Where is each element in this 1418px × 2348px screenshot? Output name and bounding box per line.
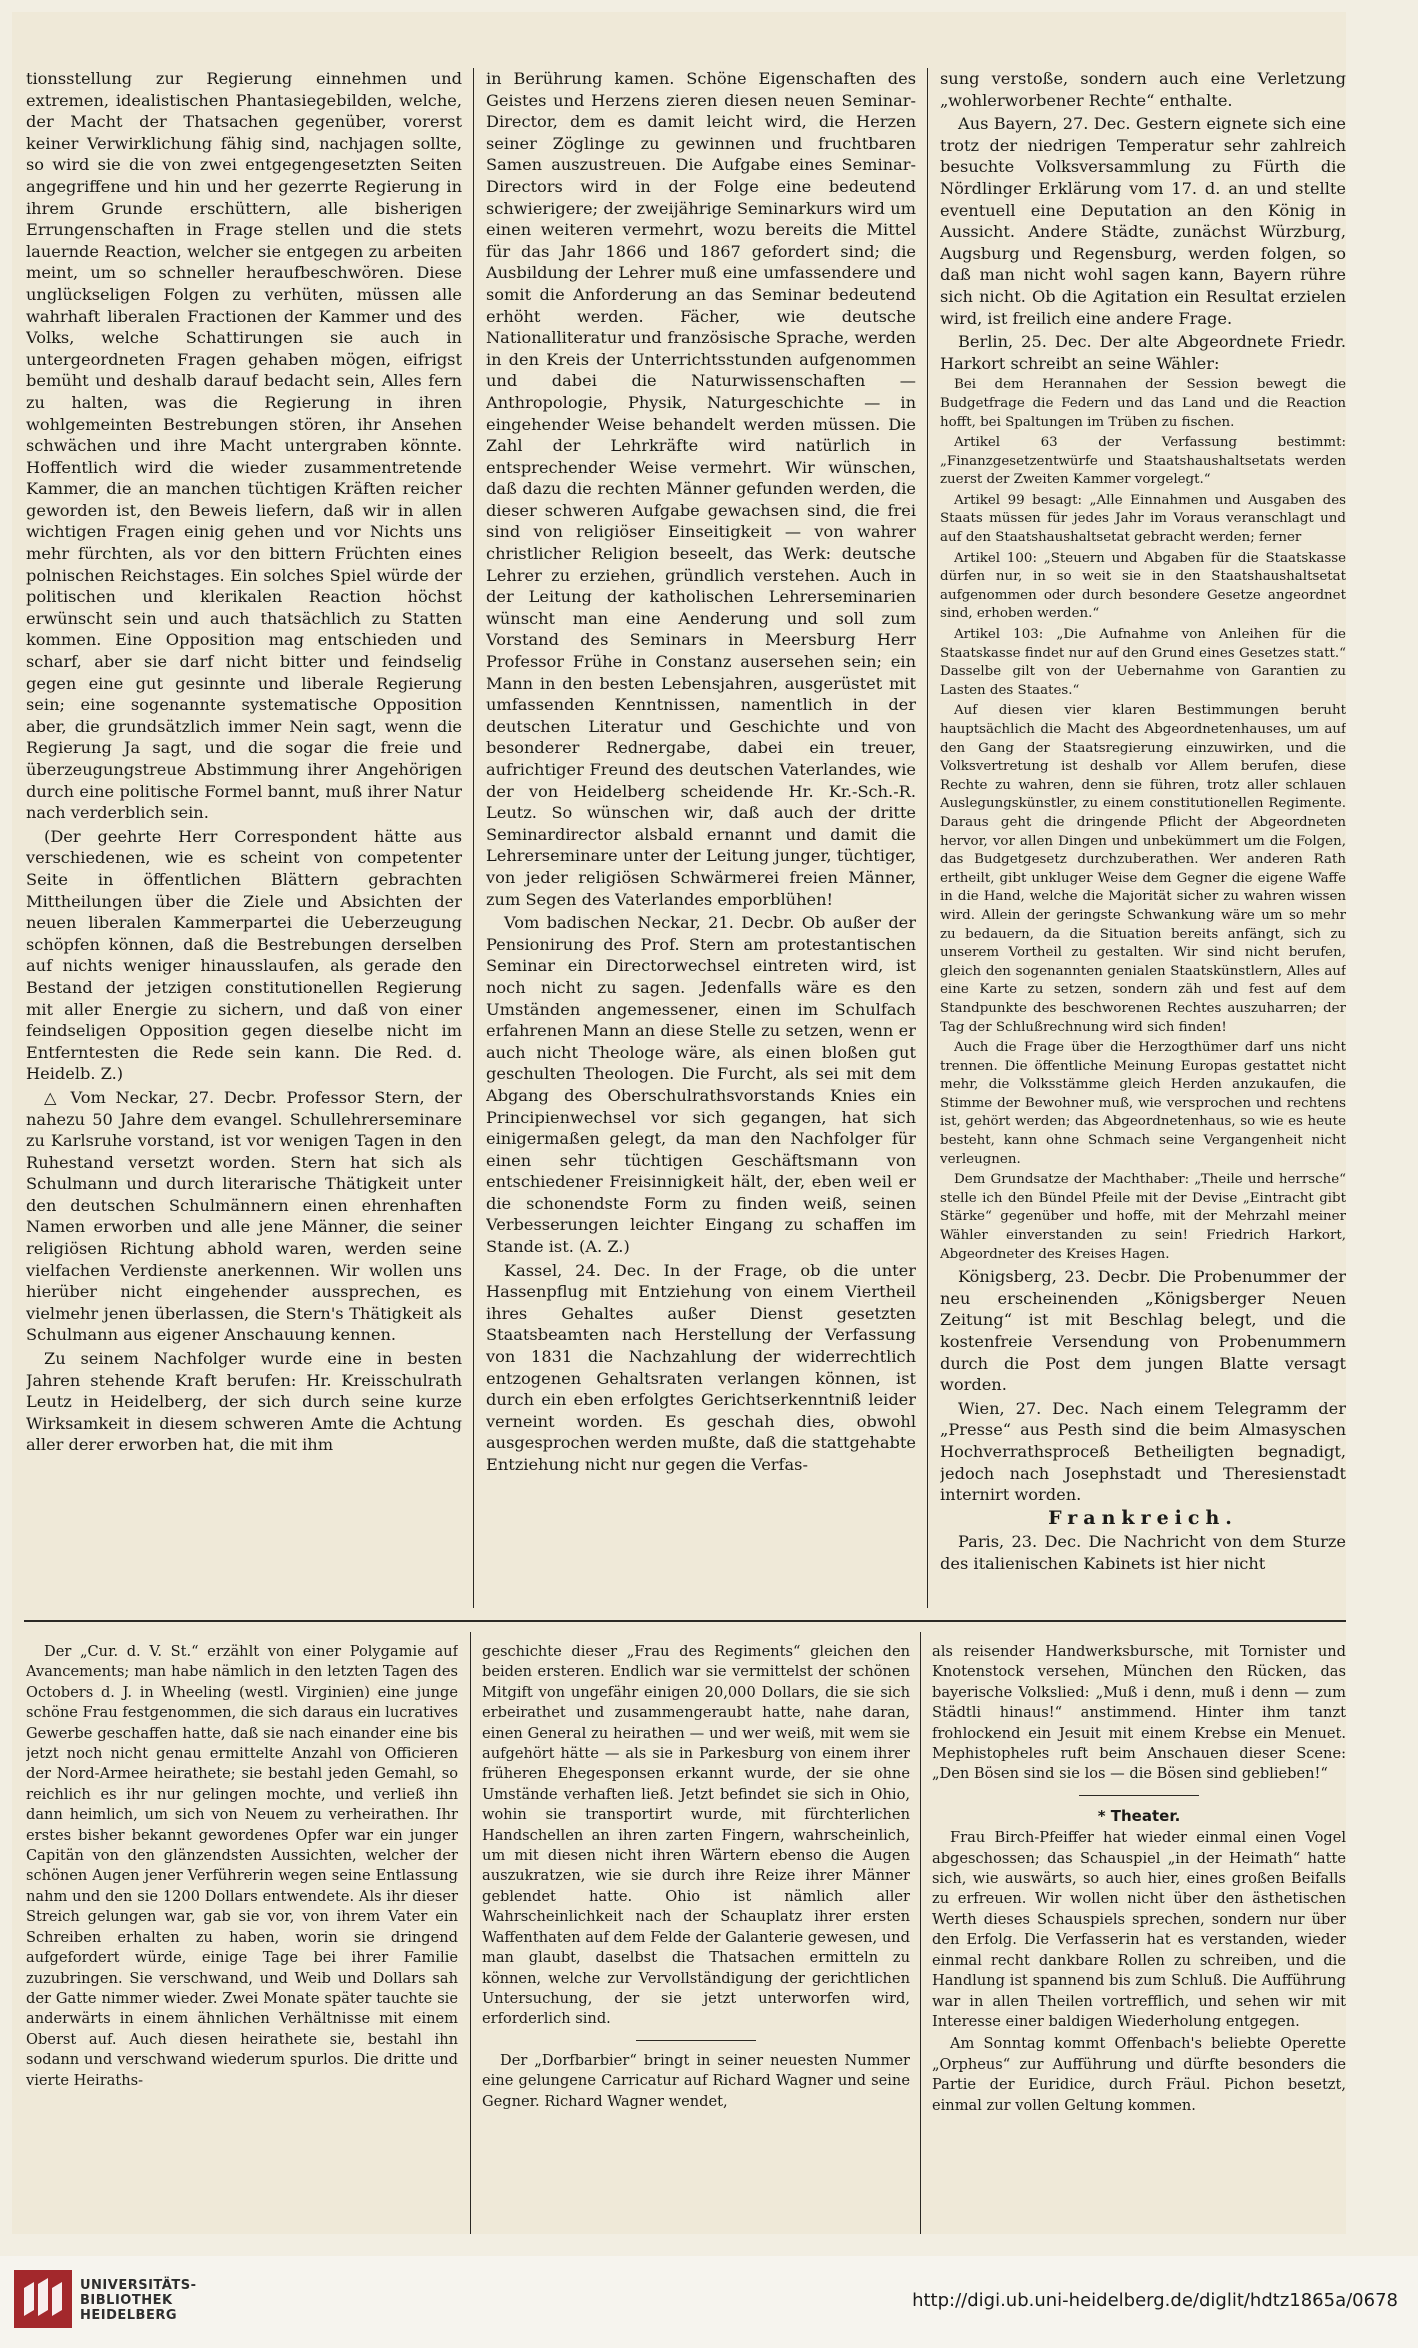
bottom-divider-1 (470, 1632, 471, 2234)
bottom-divider-2 (920, 1632, 921, 2234)
letter-paragraph-4: Artikel 100: „Steuern und Abgaben für die Staatskasse dürfen nur, in so weit sie in den Staatshaushaltsetat aufgenommen oder durch besondere Gesetze angeordnet sind, erhoben werden.“ (940, 550, 1346, 622)
top-column-3 (940, 68, 1346, 1608)
bottom-col3-text: als reisender Handwerksbursche, mit Tornister und Knotenstock versehen, München den Rücken, das bayerische Volkslied: „Muß i denn, muß i denn — zum Städtli hinaus!“ anstimmend. Hinter ihm tanzt frohlockend ein Jesuit mit einem Krebse ein Menuet. Mephistopheles ruft beim Anschauen dieser Scene: „Den Bösen sind sie los — die Bösen sind geblieben!“ (932, 1643, 1346, 1783)
col2-paragraph-3: Kassel, 24. Dec. In der Frage, ob die unter Hassenpflug mit Entziehung von einem Viertheil ihres Gehaltes außer Dienst gesetzten Staatsbeamten nach Herstellung der Verfassung von 1831 die Nachzahlung der widerrechtlich entzogenen Gehaltsraten verlangen können, ist durch ein eben erfolgtes Gerichtserkenntniß leider verneint worden. Es geschah dies, obwohl ausgesprochen werden mußte, daß die stattgehabte Entziehung nicht nur gegen die Verfas- (486, 1260, 916, 1474)
feuilleton-separator (24, 1620, 1346, 1622)
newspaper-sheet (12, 12, 1346, 2234)
letter-paragraph-8: Dem Grundsatze der Machthaber: „Theile und herrsche“ stelle ich den Bündel Pfeile mit der Devise „Eintracht gibt Stärke“ gegenüber und hoffe, mit der Mehrzahl meiner Wähler einverstanden zu sein! Friedrich Harkort, Abgeordneter des Kreises Hagen. (940, 1172, 1346, 1262)
library-name-line-2: BIBLIOTHEK (80, 2293, 173, 2308)
top-column-1 (26, 68, 462, 1608)
theater-paragraph-2: Am Sonntag kommt Offenbach's beliebte Operette „Orpheus“ zur Aufführung und dürfte besonders die Partie der Euridice, durch Fräul. Pichon besetzt, einmal zur vollen Geltung kommen. (932, 2035, 1346, 2114)
letter-paragraph-7: Auch die Frage über die Herzogthümer darf uns nicht trennen. Die öffentliche Meinung Europas gestattet nicht mehr, die Volksstämme gleich Herden anzukaufen, die Stimme der Bewohner muß, wie versprochen und rechtens ist, gehört werden; das Abgeordnetenhaus, so wie es heute besteht, kann ohne Schmach seine Vergangenheit nicht verleugnen. (940, 1040, 1346, 1167)
section-heading-frankreich: Frankreich. (1048, 1506, 1238, 1529)
top-column-2 (486, 68, 916, 1608)
column-divider-1 (473, 68, 474, 1608)
bottom-column-1 (26, 1642, 458, 2244)
letter-paragraph-3: Artikel 99 besagt: „Alle Einnahmen und Ausgaben des Staats müssen für jedes Jahr im Voraus veranschlagt und auf den Staatshaushaltsetat gebracht werden; ferner (940, 492, 1346, 546)
short-divider (636, 2040, 756, 2041)
col1-paragraph-3: △ Vom Neckar, 27. Decbr. Professor Stern, der nahezu 50 Jahre dem evangel. Schullehrerseminare zu Karlsruhe vorstand, ist vor wenigen Tagen in den Ruhestand versetzt worden. Stern hat sich als Schulmann und durch literarische Thätigkeit unter den deutschen Schulmännern einen ehrenhaften Namen erworben und alle jene Männer, die seiner religiösen Richtung abhold waren, werden seine vielfachen Verdienste anerkennen. Wir wollen uns hierüber nicht eingehender aussprechen, es vielmehr jenen überlassen, die Stern's Thätigkeit als Schulmann aus eigener Anschauung kennen. (26, 1087, 462, 1345)
library-name-line-3: HEIDELBERG (80, 2308, 178, 2323)
university-library-logo-icon (14, 2270, 72, 2328)
letter-paragraph-5: Artikel 103: „Die Aufnahme von Anleihen für die Staatskasse findet nur auf den Grund eines Gesetzes statt.“ Dasselbe gilt von der Uebernahme von Garantien zu Lasten des Staates.“ (940, 627, 1346, 698)
bottom-column-3 (932, 1642, 1346, 2244)
col2-paragraph-1: in Berührung kamen. Schöne Eigenschaften des Geistes und Herzens zieren diesen neuen Seminar-Director, dem es damit leicht wird, die Herzen seiner Zöglinge zu gewinnen und fruchtbaren Samen auszustreuen. Die Aufgabe eines Seminar-Directors wird in der Folge eine bedeutend schwierigere; der zweijährige Seminarkurs wird um einen weiteren vermehrt, wozu bereits die Mittel für das Jahr 1866 und 1867 gefordert sind; die Ausbildung der Lehrer muß eine umfassendere und somit die Anforderung an das Seminar bedeutend erhöht werden. Fächer, wie deutsche Nationalliteratur und französische Sprache, werden in den Kreis der Unterrichtsstunden aufgenommen und dabei die Naturwissenschaften — Anthropologie, Physik, Naturgeschichte — in eingehender Weise behandelt werden müssen. Die Zahl der Lehrkräfte wird natürlich in entsprechender Weise vermehrt. Wir wünschen, daß dazu die rechten Männer gefunden werden, die dieser schweren Aufgabe gewachsen sind, die frei sind von religiöser Einseitigkeit — von wahrer christlicher Religion beseelt, das Werk: deutsche Lehrer zu erziehen, gründlich verstehen. Auch in der Leitung der katholischen Lehrerseminarien wünscht man eine Aenderung und soll zum Vorstand des Seminars in Meersburg Herr Professor Frühe in Constanz ausersehen sein; ein Mann in den besten Lebensjahren, ausgerüstet mit umfassenden Kenntnissen, namentlich in der deutschen Literatur und Geschichte und von besonderer Rednergabe, dabei ein treuer, aufrichtiger Freund des deutschen Vaterlandes, wie der von Heidelberg scheidende Hr. Kr.-Sch.-R. Leutz. So wünschen wir, daß auch der dritte Seminardirector alsbald ernannt und damit die Lehrerseminare unter der Leitung junger, tüchtiger, von jeder religiösen Schwärmerei freien Männer, zum Segen des Vaterlandes emporblühen! (486, 69, 916, 909)
bottom-col2-second: Der „Dorfbarbier“ bringt in seiner neuesten Nummer eine gelungene Carricatur auf Richard Wagner und seine Gegner. Richard Wagner wendet, (482, 2051, 910, 2110)
bottom-col1-text: Der „Cur. d. V. St.“ erzählt von einer Polygamie auf Avancements; man habe nämlich in den letzten Tagen des Octobers d. J. in Wheeling (westl. Virginien) eine junge schöne Frau festgenommen, die sich daraus ein lucratives Gewerbe geschaffen hatte, daß sie nach einander eine bis jetzt noch nicht genau ermittelte Anzahl von Officieren der Nord-Armee heirathete; sie bestahl jeden Gemahl, so reichlich es ihr nur gelingen mochte, und verließ ihn dann heimlich, um sich von Neuem zu verheirathen. Ihr erstes bisher bekannt gewordenes Opfer war ein junger Capitän von den glänzendsten Aussichten, welcher der schönen Augen jener Verführerin wegen seine Entlassung nahm und den sie 1200 Dollars entwendete. Als ihr dieser Streich gelungen war, gab sie vor, von ihrem Vater ein Schreiben erhalten zu haben, worin sie dringend aufgefordert würde, einige Tage bei ihrer Familie zuzubringen. Sie verschwand, und Weib und Dollars sah der Gatte nimmer wieder. Zwei Monate später tauchte sie anderwärts in einem ähnlichen Verhältnisse mit einem Oberst auf. Auch diesen heirathete sie, bestahl ihn sodann und verschwand wiederum spurlos. Die dritte und vierte Heiraths- (26, 1643, 458, 2089)
theater-paragraph-1: Frau Birch-Pfeiffer hat wieder einmal einen Vogel abgeschossen; das Schauspiel „in der Heimath“ hatte sich, wie auswärts, so auch hier, eines großen Beifalls zu erfreuen. Wir wollen nicht über den ästhetischen Werth dieses Schauspiels sprechen, sondern nur über den Erfolg. Die Verfasserin hat es verstanden, wieder einmal recht dankbare Rollen zu schreiben, und die Handlung ist spannend bis zum Schluß. Die Aufführung war in allen Theilen vortrefflich, und sehen wir mit Interesse einer baldigen Wiederholung entgegen. (932, 1829, 1346, 2030)
col3-paris: Paris, 23. Dec. Die Nachricht von dem Sturze des italienischen Kabinets ist hier nicht (940, 1532, 1346, 1573)
col3-intro: sung verstoße, sondern auch eine Verletzung „wohlerworbener Rechte“ enthalte. (940, 69, 1346, 110)
digitization-footer (0, 2256, 1418, 2348)
letter-paragraph-1: Bei dem Herannahen der Session bewegt die Budgetfrage die Federn und das Land und die Reaction hofft, bei Spaltungen im Trüben zu fischen. (940, 377, 1346, 430)
harkort-letter (940, 376, 1346, 1264)
library-name-line-1: UNIVERSITÄTS- (80, 2278, 197, 2293)
col1-paragraph-1: tionsstellung zur Regierung einnehmen und extremen, idealistischen Phantasiegebilden, welche, der Macht der Thatsachen gegenüber, vorerst keiner Verwirklichung fähig sind, nachjagen sollte, so wird sie die von zwei entgegengesetzten Seiten angegriffene und hin und her gezerrte Regierung in ihrem Grunde erschüttern, alle bisherigen Errungenschaften in Frage stellen und die stets lauernde Reaction, welcher sie entgegen zu arbeiten meint, um so schneller heraufbeschwören. Diese unglückseligen Folgen zu verhüten, müssen alle wahrhaft liberalen Fractionen der Kammer und des Volks, welche Schattirungen sie auch in untergeordneten Fragen gehaben mögen, eifrigst bemüht und deshalb darauf bedacht sein, Alles fern zu halten, was die Regierung in ihren wohlgemeinten Bestrebungen stören, ihr Ansehen schwächen und ihre Macht untergraben könnte. Hoffentlich wird die wieder zusammentretende Kammer, die an manchen tüchtigen Kräften reicher geworden ist, den Beweis liefern, daß wir in allen wichtigen Fragen einig gehen und vor Nichts uns mehr fürchten, als vor den bittern Früchten eines polnischen Reichstages. Ein solches Spiel würde der politischen und klerikalen Reaction höchst erwünscht sein und auch thatsächlich zu Statten kommen. Eine Opposition mag entschieden und scharf, aber sie darf nicht bitter und feindselig gegen eine gut gesinnte und liberale Regierung sein; eine sogenannte systematische Opposition aber, die grundsätzlich immer Nein sagt, wenn die Regierung Ja sagt, und die sogar die freie und überzeugungstreue Abstimmung ihrer Angehörigen durch eine politische Formel bannt, muß ihrer Natur nach verderblich sein. (26, 69, 462, 823)
col3-bayern: Aus Bayern, 27. Dec. Gestern eignete sich eine trotz der niedrigen Temperatur sehr zahlreich besuchte Volksversammlung zu Fürth die Nördlinger Erklärung vom 17. d. an und stellte eventuell eine Deputation an den König in Aussicht. Andere Städte, zunächst Würzburg, Augsburg und Regensburg, werden folgen, so daß man nicht wohl sagen kann, Bayern rühre sich nicht. Ob die Agitation ein Resultat erzielen wird, ist freilich eine andere Frage. (940, 114, 1346, 328)
col3-wien: Wien, 27. Dec. Nach einem Telegramm der „Presse“ aus Pesth sind die beim Almasyschen Hochverrathsproceß Betheiligten begnadigt, jedoch nach Josephstadt und Theresienstadt internirt worden. (940, 1398, 1346, 1505)
letter-paragraph-2: Artikel 63 der Verfassung bestimmt: „Finanzgesetzentwürfe und Staatshaushaltsetats werden zuerst der Zweiten Kammer vorgelegt.“ (940, 435, 1346, 488)
col1-paragraph-4: Zu seinem Nachfolger wurde eine in besten Jahren stehende Kraft berufen: Hr. Kreisschulrath Leutz in Heidelberg, der sich durch seine kurze Wirksamkeit in diesem schweren Amte die Achtung aller derer erworben hat, die mit ihm (26, 1349, 462, 1455)
col3-berlin: Berlin, 25. Dec. Der alte Abgeordnete Friedr. Harkort schreibt an seine Wähler: (940, 332, 1346, 373)
column-divider-2 (927, 68, 928, 1608)
permalink-url[interactable]: http://digi.ub.uni-heidelberg.de/diglit/hdtz1865a/0678 (912, 2290, 1398, 2311)
library-name (80, 2278, 196, 2323)
col2-paragraph-2: Vom badischen Neckar, 21. Decbr. Ob außer der Pensionirung des Prof. Stern am protestantischen Seminar ein Directorwechsel eintreten wird, ist noch nicht zu sagen. Jedenfalls wäre es den Umständen angemessener, einen im Schulfach erfahrenen Mann an diese Stelle zu setzen, wenn er auch nicht Theologe wäre, als einen bloßen gut geschulten Theologen. Die Furcht, als sei mit dem Abgang des Oberschulrathsvorstands Knies ein Principienwechsel vor sich gegangen, hat sich einigermaßen gelegt, da man den Nachfolger für einen sehr tüchtigen Geschäftsmann von entschiedener Freisinnigkeit hält, der, eben weil er die schonendste Form zu finden weiß, seinen Verbesserungen leichter Eingang zu schaffen im Stande ist. (A. Z.) (486, 913, 916, 1257)
short-divider-2 (1079, 1795, 1199, 1796)
letter-paragraph-6: Auf diesen vier klaren Bestimmungen beruht hauptsächlich die Macht des Abgeordnetenhauses, um auf den Gang der Staatsregierung einzuwirken, und die Volksvertretung ist deshalb vor Allem berufen, diese Rechte zu wahren, denn sie führen, trotz aller schlauen Auslegungskünstler, zu einem constitutionellen Regimente. Daraus geht die dringende Pflicht der Abgeordneten hervor, vor allen Dingen und unbekümmert um die Folgen, das Budgetgesetz durchzuberathen. Wer anderen Rath ertheilt, gibt unkluger Weise dem Gegner die eigene Waffe in die Hand, welche die Majorität sicher zu wahren wissen wird. Allein der geringste Schwankung wäre um so mehr zu bedauern, da die Situation bereits anfängt, sich zu unserem Vortheil zu gestalten. Wir sind nicht berufen, gleich den sogenannten genialen Staatskünstlern, Alles auf eine Karte zu setzen, sondern zäh und fest auf dem Standpunkte des beschworenen Rechtes auszuharren; der Tag der Schlußrechnung wird sich finden! (940, 703, 1346, 1035)
bottom-column-2 (482, 1642, 910, 2244)
col1-paragraph-2: (Der geehrte Herr Correspondent hätte aus verschiedenen, wie es scheint von competenter Seite in öffentlichen Blättern gebrachten Mittheilungen über die Ziele und Absichten der neuen liberalen Kammerpartei die Ueberzeugung schöpfen können, daß die Bestrebungen derselben auf nichts weniger hinausslaufen, als gerade den Bestand der jetzigen constitutionellen Regierung mit aller Energie zu sichern, und daß von einer feindseligen Opposition gegen dieselbe nicht im Entferntesten die Rede sein kann. Die Red. d. Heidelb. Z.) (26, 826, 462, 1084)
theater-heading: * Theater. (1097, 1806, 1181, 1825)
col3-koenigsberg: Königsberg, 23. Decbr. Die Probenummer der neu erscheinenden „Königsberger Neuen Zeitung“ ist mit Beschlag belegt, und die kostenfreie Versendung von Probenummern durch die Post dem jungen Blatte versagt worden. (940, 1267, 1346, 1395)
bottom-col2-text: geschichte dieser „Frau des Regiments“ gleichen den beiden ersteren. Endlich war sie vermittelst der schönen Mitgift von ungefähr einigen 20,000 Dollars, die sie sich erbeirathet und zusammengeraubt hatte, nahe daran, einen General zu heirathen — und wer weiß, mit wem sie aufgehört hätte — als sie in Parkesburg von einem ihrer früheren Ehegesponsen erkannt wurde, der sie ohne Umstände verhaften ließ. Jetzt befindet sie sich in Ohio, wohin sie transportirt wurde, mit fürchterlichen Handschellen an ihren zarten Fingern, wahrscheinlich, um mit diesen nicht ihren Wärtern ebenso die Augen auszukratzen, wie sie durch ihre Reize ihrer Männer geblendet hatte. Ohio ist nämlich aller Wahrscheinlichkeit nach der Schauplatz ihrer ersten Waffenthaten auf dem Felde der Galanterie gewesen, und man glaubt, daselbst die Thatsachen ermitteln zu können, welche zur Vervollständigung der gerichtlichen Untersuchung, der sie jetzt unterworfen wird, erforderlich sind. (482, 1643, 910, 2028)
